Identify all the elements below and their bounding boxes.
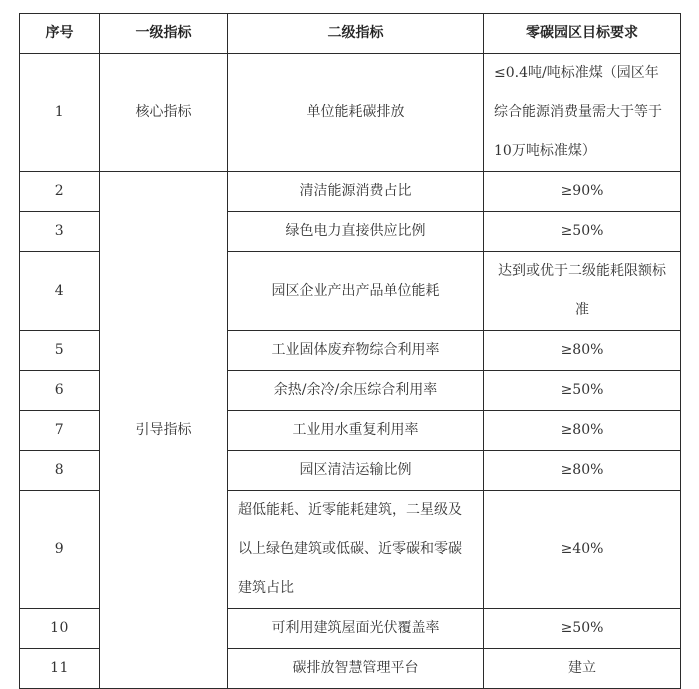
row-target: ≥50% — [484, 371, 681, 411]
row-secondary: 园区清洁运输比例 — [228, 451, 484, 491]
row-target: ≥40% — [484, 491, 681, 609]
row-serial: 5 — [20, 331, 100, 371]
row-target: ≤0.4吨/吨标准煤（园区年综合能源消费量需大于等于10万吨标准煤） — [484, 54, 681, 172]
indicator-table — [19, 13, 681, 689]
header-secondary-indicator: 二级指标 — [228, 14, 484, 54]
row-secondary: 园区企业产出产品单位能耗 — [228, 252, 484, 331]
table-row — [20, 172, 681, 212]
header-serial: 序号 — [20, 14, 100, 54]
row-target: ≥80% — [484, 451, 681, 491]
primary-core-indicator: 核心指标 — [100, 54, 228, 172]
row-secondary: 超低能耗、近零能耗建筑，二星级及以上绿色建筑或低碳、近零碳和零碳建筑占比 — [228, 491, 484, 609]
row-target: 达到或优于二级能耗限额标准 — [484, 252, 681, 331]
row-secondary: 单位能耗碳排放 — [228, 54, 484, 172]
row-serial: 3 — [20, 212, 100, 252]
row-serial: 7 — [20, 411, 100, 451]
row-secondary: 绿色电力直接供应比例 — [228, 212, 484, 252]
row-serial: 9 — [20, 491, 100, 609]
row-target: ≥80% — [484, 411, 681, 451]
row-target: ≥90% — [484, 172, 681, 212]
header-target-requirement: 零碳园区目标要求 — [484, 14, 681, 54]
row-secondary: 余热/余冷/余压综合利用率 — [228, 371, 484, 411]
row-secondary: 清洁能源消费占比 — [228, 172, 484, 212]
row-secondary: 工业固体废弃物综合利用率 — [228, 331, 484, 371]
primary-guide-indicator: 引导指标 — [100, 172, 228, 689]
table-row — [20, 54, 681, 172]
row-serial: 1 — [20, 54, 100, 172]
row-serial: 2 — [20, 172, 100, 212]
row-serial: 11 — [20, 649, 100, 689]
row-serial: 6 — [20, 371, 100, 411]
header-primary-indicator: 一级指标 — [100, 14, 228, 54]
row-serial: 8 — [20, 451, 100, 491]
row-serial: 4 — [20, 252, 100, 331]
row-target: ≥50% — [484, 609, 681, 649]
row-secondary: 工业用水重复利用率 — [228, 411, 484, 451]
row-target: ≥80% — [484, 331, 681, 371]
row-secondary: 碳排放智慧管理平台 — [228, 649, 484, 689]
row-serial: 10 — [20, 609, 100, 649]
row-secondary: 可利用建筑屋面光伏覆盖率 — [228, 609, 484, 649]
table-header-row — [20, 14, 681, 54]
row-target: 建立 — [484, 649, 681, 689]
row-target: ≥50% — [484, 212, 681, 252]
